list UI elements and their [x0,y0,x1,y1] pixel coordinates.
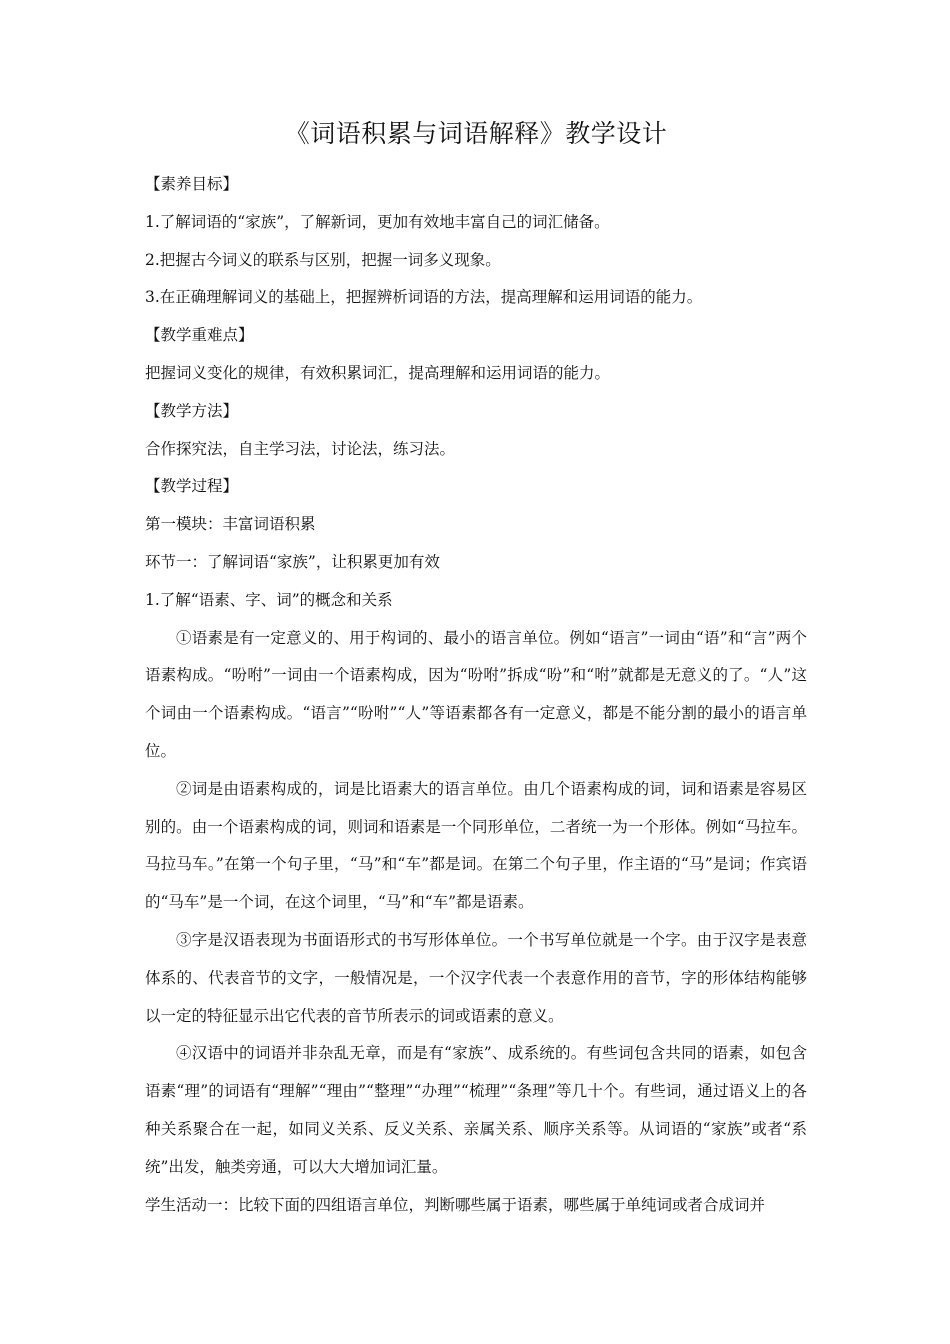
key-points-text: 把握词义变化的规律，有效积累词汇，提高理解和运用词语的能力。 [145,363,611,382]
body-paragraph: ①语素是有一定意义的、用于构词的、最小的语言单位。例如“语言”一词由“语”和“言”两个语素构成。“吩咐”一词由一个语素构成，因为“吩咐”拆成“吩”和“咐”就都是无意义的了。“人”这个词由一个语素构成。“语言”“吩咐”“人”等语素都各有一定意义，都是不能分割的最小的语言单位。 [145,628,807,760]
module-title: 第一模块：丰富词语积累 [145,515,316,534]
method-heading: 【教学方法】 [145,401,239,420]
document-title: 《词语积累与词语解释》教学设计 [284,119,668,148]
document-page [145,110,807,1224]
goal-item: 1.了解词语的“家族”，了解新词，更加有效地丰富自己的词汇储备。 [145,212,610,231]
step-title: 环节一：了解词语“家族”，让积累更加有效 [145,552,440,571]
goal-item: 3.在正确理解词义的基础上，把握辨析词语的方法，提高理解和运用词语的能力。 [145,288,703,307]
goals-heading: 【素养目标】 [145,175,239,193]
body-paragraph: ④汉语中的词语并非杂乱无章，而是有“家族”、成系统的。有些词包含共同的语素，如包含语素“理”的词语有“理解”“理由”“整理”“办理”“梳理”“条理”等几十个。有些词，通过语义上的各种关系聚合在一起，如同义关系、反义关系、亲属关系、顺序关系等。从词语的“家族”或者“系统”出发，触类旁通，可以大大增加词汇量。 [145,1044,807,1176]
body-paragraph: ②词是由语素构成的，词是比语素大的语言单位。由几个语素构成的词，词和语素是容易区别的。由一个语素构成的词，则词和语素是一个同形单位，二者统一为一个形体。例如“马拉车。马拉马车。”在第一个句子里，“马”和“车”都是词。在第二个句子里，作主语的“马”是词；作宾语的“马车”是一个词，在这个词里，“马”和“车”都是语素。 [145,779,807,912]
goal-item: 2.把握古今词义的联系与区别，把握一词多义现象。 [145,250,501,269]
point-title: 1.了解“语素、字、词”的概念和关系 [145,590,393,609]
process-heading: 【教学过程】 [145,477,239,496]
body-paragraph: ③字是汉语表现为书面语形式的书写形体单位。一个书写单位就是一个字。由于汉字是表意体系的、代表音节的文字，一般情况是，一个汉字代表一个表意作用的音节，字的形体结构能够以一定的特征显示出它代表的音节所表示的词或语素的意义。 [145,930,807,1025]
method-text: 合作探究法，自主学习法，讨论法，练习法。 [145,439,456,458]
key-points-heading: 【教学重难点】 [145,326,254,345]
activity-text: 学生活动一：比较下面的四组语言单位，判断哪些属于语素，哪些属于单纯词或者合成词并 [145,1195,766,1214]
